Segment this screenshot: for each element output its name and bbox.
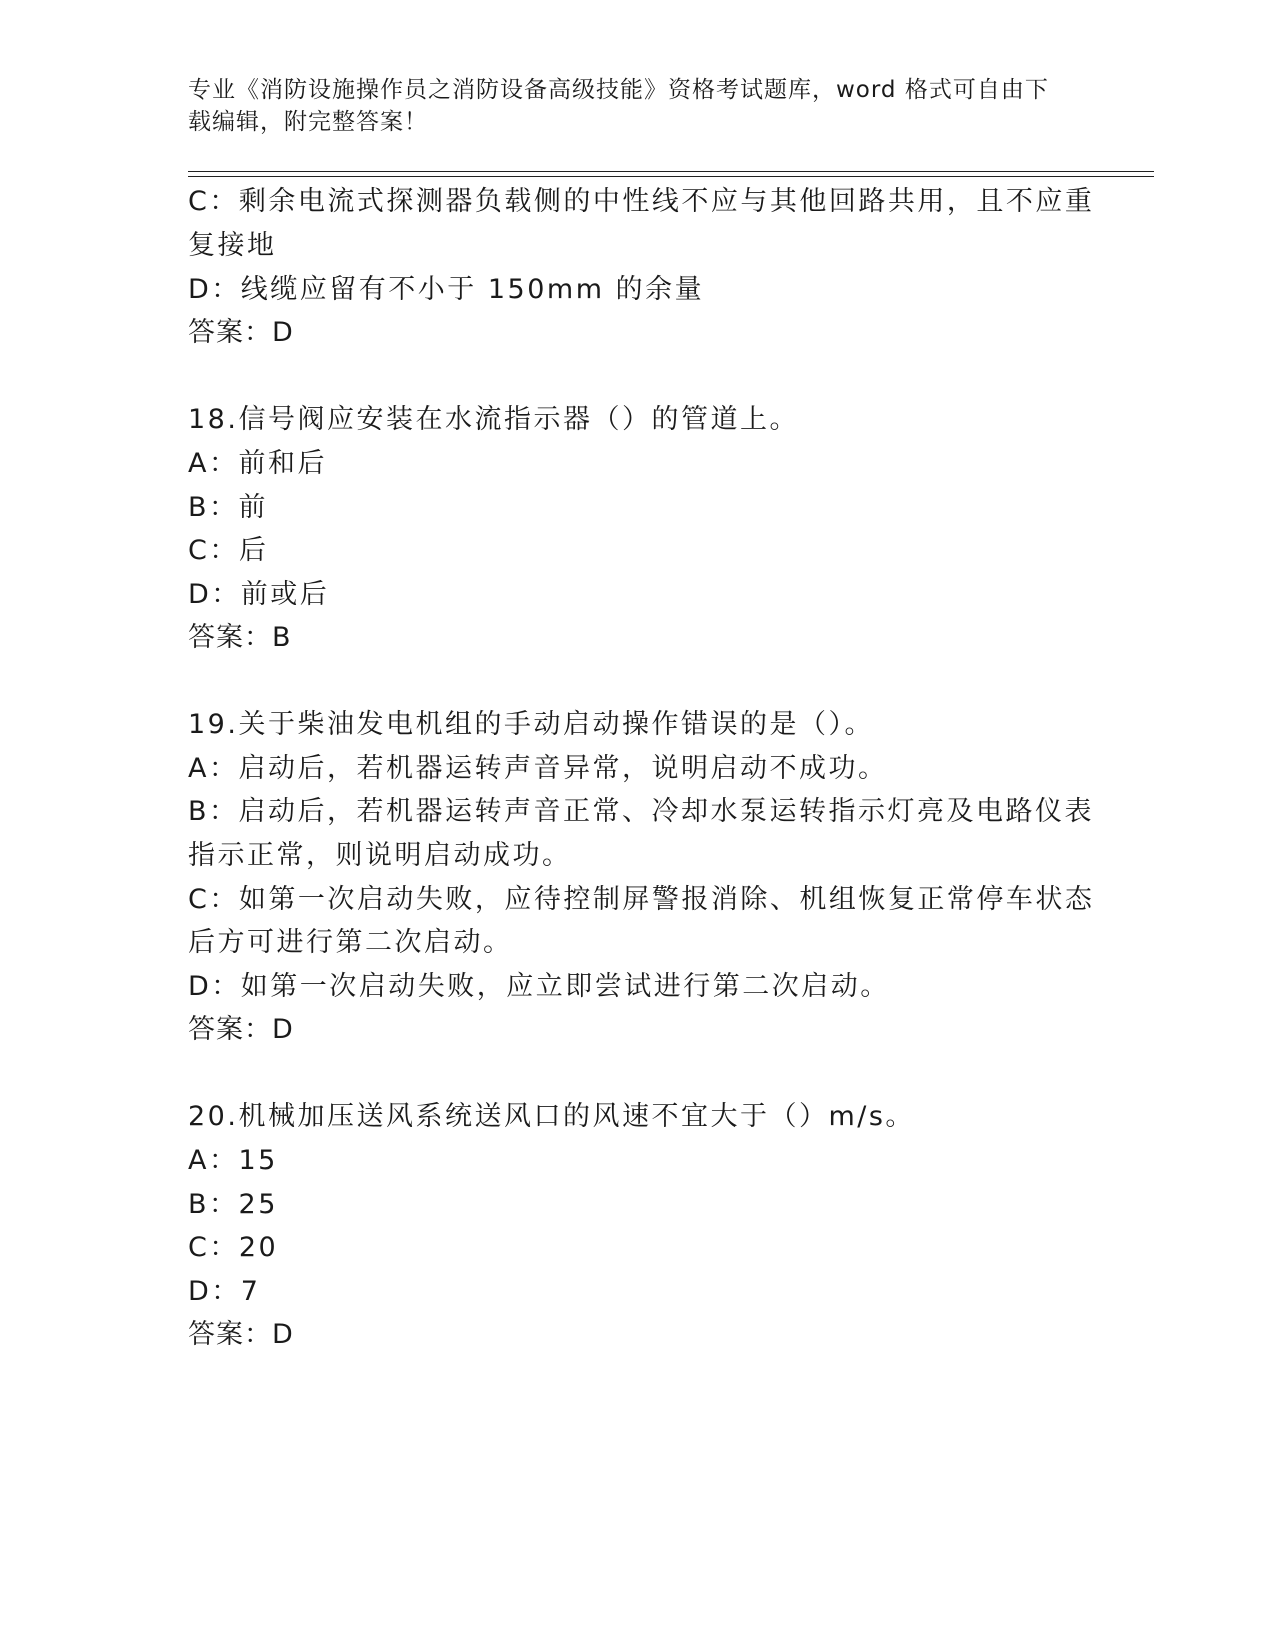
question-18-option-a: A：前和后 xyxy=(188,448,327,479)
answer-20: 答案：D xyxy=(188,1319,294,1350)
question-20-option-b: B：25 xyxy=(188,1189,278,1220)
header-line-1: 专业《消防设施操作员之消防设备高级技能》资格考试题库，word 格式可自由下 xyxy=(188,77,1049,103)
question-19-option-b-line-1: B：启动后，若机器运转声音正常、冷却水泵运转指示灯亮及电路仪表 xyxy=(188,796,1095,827)
answer-18: 答案：B xyxy=(188,622,292,653)
question-20-stem: 20.机械加压送风系统送风口的风速不宜大于（）m/s。 xyxy=(188,1101,915,1132)
option-d: D：线缆应留有不小于 150mm 的余量 xyxy=(188,274,705,305)
header-rule-bottom xyxy=(188,176,1154,177)
question-20-option-d: D：7 xyxy=(188,1276,261,1307)
question-18-option-c: C：后 xyxy=(188,535,269,566)
document-header xyxy=(188,74,1068,138)
question-18-option-d: D：前或后 xyxy=(188,579,330,610)
header-rule-top xyxy=(188,171,1154,172)
question-19-option-b-line-2: 指示正常，则说明启动成功。 xyxy=(188,840,572,871)
question-19-stem: 19.关于柴油发电机组的手动启动操作错误的是（）。 xyxy=(188,709,874,740)
question-19-option-c-line-2: 后方可进行第二次启动。 xyxy=(188,927,513,958)
question-18-stem: 18.信号阀应安装在水流指示器（）的管道上。 xyxy=(188,404,799,435)
answer-17: 答案：D xyxy=(188,317,294,348)
option-c-line-2: 复接地 xyxy=(188,230,277,261)
question-19-option-d: D：如第一次启动失败，应立即尝试进行第二次启动。 xyxy=(188,971,890,1002)
question-20-option-a: A：15 xyxy=(188,1145,278,1176)
question-20-option-c: C：20 xyxy=(188,1232,279,1263)
question-18-option-b: B：前 xyxy=(188,492,269,523)
question-19-option-c-line-1: C：如第一次启动失败，应待控制屏警报消除、机组恢复正常停车状态 xyxy=(188,884,1095,915)
header-line-2: 载编辑，附完整答案！ xyxy=(188,109,428,135)
question-19-option-a: A：启动后，若机器运转声音异常，说明启动不成功。 xyxy=(188,753,888,784)
option-c-line-1: C：剩余电流式探测器负载侧的中性线不应与其他回路共用，且不应重 xyxy=(188,186,1095,217)
answer-19: 答案：D xyxy=(188,1014,294,1045)
